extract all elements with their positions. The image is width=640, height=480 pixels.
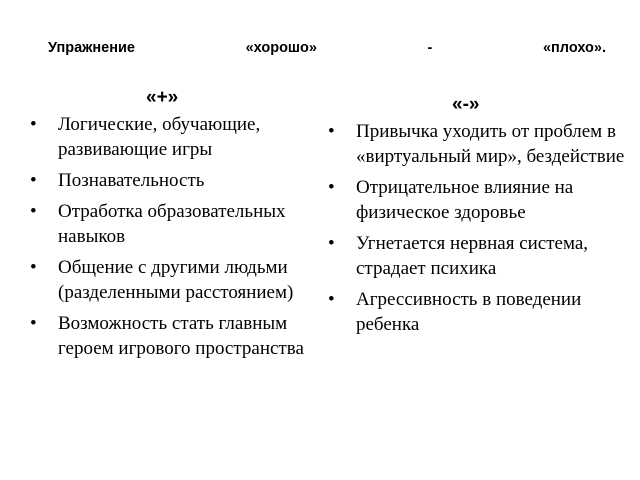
bullet-icon: • xyxy=(30,313,37,334)
bullet-icon: • xyxy=(30,170,37,191)
list-item xyxy=(30,168,320,193)
plus-list xyxy=(30,112,320,361)
list-item-text: Агрессивность в поведении ребенка xyxy=(356,289,582,335)
bullet-icon: • xyxy=(30,114,37,135)
list-item xyxy=(30,199,320,249)
bullet-icon: • xyxy=(328,289,335,310)
list-item-text: Логические, обучающие, развивающие игры xyxy=(58,114,261,160)
bullet-icon: • xyxy=(328,233,335,254)
minus-list xyxy=(328,119,628,337)
title-word-exercise: Упражнение xyxy=(48,40,135,56)
minus-column-heading: «-» xyxy=(452,94,480,115)
title-dash: - xyxy=(427,40,433,56)
list-item xyxy=(30,311,320,361)
bullet-icon: • xyxy=(328,121,335,142)
bullet-icon: • xyxy=(30,201,37,222)
plus-column xyxy=(30,86,320,367)
bullet-icon: • xyxy=(30,257,37,278)
list-item-text: Угнетается нервная система, страдает психика xyxy=(356,233,589,279)
list-item-text: Отрицательное влияние на физическое здоровье xyxy=(356,177,574,223)
list-item xyxy=(30,112,320,162)
bullet-icon: • xyxy=(328,177,335,198)
plus-column-heading: «+» xyxy=(146,87,179,108)
list-item xyxy=(328,287,628,337)
title-word-good: «хорошо» xyxy=(245,40,317,56)
list-item-text: Отработка образовательных навыков xyxy=(58,201,286,247)
minus-column xyxy=(328,93,628,343)
title-word-bad: «плохо». xyxy=(542,40,606,56)
list-item-text: Привычка уходить от проблем в «виртуальный мир», бездействие xyxy=(356,121,625,167)
list-item-text: Возможность стать главным героем игрового пространства xyxy=(58,313,304,359)
list-item-text: Познавательность xyxy=(58,170,205,191)
list-item-text: Общение с другими людьми (разделенными расстоянием) xyxy=(58,257,294,303)
list-item xyxy=(328,175,628,225)
page-title xyxy=(48,38,606,58)
list-item xyxy=(328,119,628,169)
list-item xyxy=(328,231,628,281)
list-item xyxy=(30,255,320,305)
